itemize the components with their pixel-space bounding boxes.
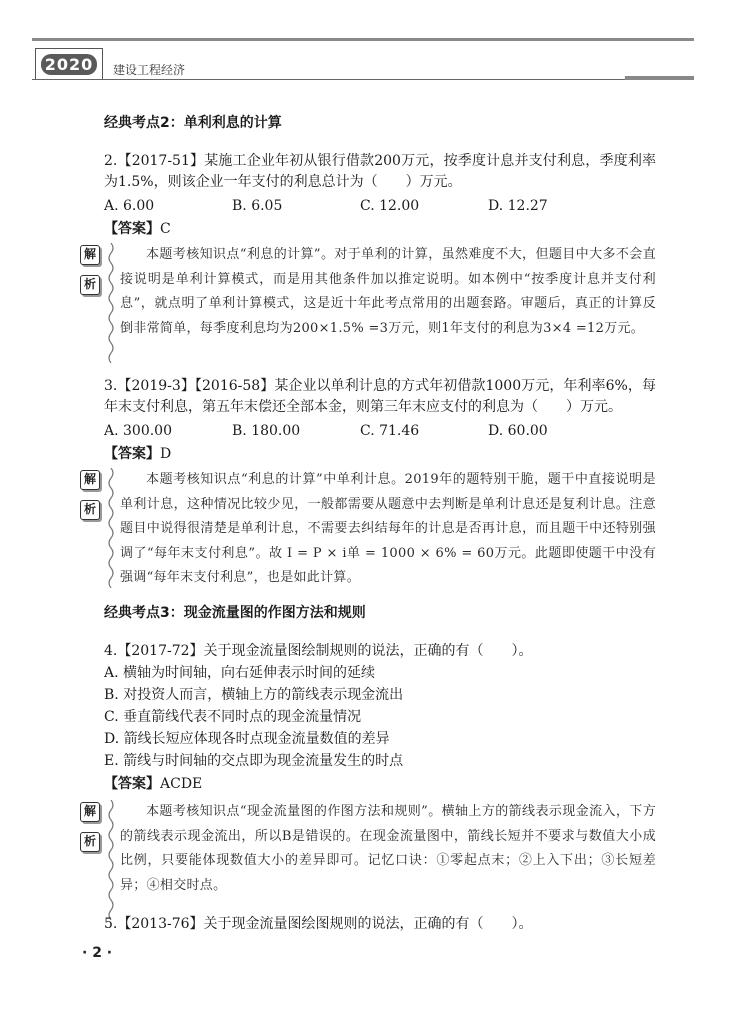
answer-label: 【答案】 — [104, 221, 160, 237]
option-d: D. 60.00 — [488, 423, 548, 439]
option-b: B. 对投资人而言，横轴上方的箭线表示现金流出 — [104, 687, 404, 703]
option-a: A. 横轴为时间轴，向右延伸表示时间的延续 — [104, 665, 376, 681]
question-5 — [104, 914, 656, 935]
jiexi-char-1: 解 — [80, 470, 100, 490]
explanation-4-text: 本题考核知识点“现金流量图的作图方法和规则”。横轴上方的箭线表示现金流入，下方的箭线表示现金流出，所以B是错误的。在现金流量图中，箭线长短并不要求与数值大小成比例，只要能体现数值大小的差异即可。记忆口诀：①零起点末；②上入下出；③长短差异；④相交时点。 — [120, 804, 656, 893]
jiexi-char-2: 析 — [80, 500, 100, 520]
jiexi-char-1: 解 — [80, 245, 100, 265]
question-3-options — [104, 420, 656, 442]
question-2-answer — [104, 217, 656, 241]
question-3 — [104, 376, 656, 466]
option-e: E. 箭线与时间轴的交点即为现金流量发生的时点 — [104, 753, 404, 769]
option-b: B. 180.00 — [232, 423, 301, 439]
question-4-answer — [104, 772, 656, 796]
question-4-text: 4.【2017-72】关于现金流量图绘制规则的说法，正确的有（ ）。 — [104, 643, 533, 659]
jiexi-char-1: 解 — [80, 802, 100, 822]
question-2 — [104, 151, 656, 241]
question-2-text: 2.【2017-51】某施工企业年初从银行借款200万元，按季度计息并支付利息，季度利率为1.5%，则该企业一年支付的利息总计为（ ）万元。 — [104, 153, 656, 190]
section-title-2: 经典考点2：单利利息的计算 — [104, 115, 282, 131]
wavy-divider — [106, 243, 116, 363]
explanation-3-text: 本题考核知识点“利息的计算”中单利计息。2019年的题特别干脆，题干中直接说明是单利计息，这种情况比较少见，一般都需要从题意中去判断是单利计息还是复利计息。注意题目中说得很清楚是单利计息，不需要去纠结每年的计息是否再计息，而且题干中还特别强调了“每年末支付利息”。故 I = P × i单 = 1000 × 6% = 60万元。此题即使题干中没有强调“每年末支付利息”，也是如此计算。 — [120, 472, 656, 585]
question-2-options — [104, 195, 656, 217]
option-c: C. 12.00 — [360, 198, 420, 214]
wavy-divider — [106, 468, 116, 588]
question-4 — [104, 641, 656, 796]
option-a: A. 6.00 — [104, 198, 155, 214]
explanation-3 — [80, 468, 656, 591]
header-book-title: 建设工程经济 — [113, 63, 186, 77]
header-top-line — [32, 38, 694, 41]
page-number: · 2 · — [82, 945, 113, 961]
question-3-answer — [104, 442, 656, 466]
explanation-2-text: 本题考核知识点“利息的计算”。对于单利的计算，虽然难度不大，但题目中大多不会直接说明是单利计算模式，而是用其他条件加以推定说明。如本例中“按季度计息并支付利息”，就点明了单利计算模式，这是近十年此考点常用的出题套路。审题后，真正的计算反倒非常简单，每季度利息均为200×1.5% =3万元，则1年支付的利息为3×4 =12万元。 — [120, 247, 656, 336]
answer-value: D — [160, 446, 172, 462]
question-5-text: 5.【2013-76】关于现金流量图绘图规则的说法，正确的有（ ）。 — [104, 916, 533, 932]
option-a: A. 300.00 — [104, 423, 172, 439]
option-c: C. 垂直箭线代表不同时点的现金流量情况 — [104, 709, 362, 725]
header-year-badge: 2020 — [41, 54, 97, 75]
answer-label: 【答案】 — [104, 776, 160, 792]
section-title-3: 经典考点3：现金流量图的作图方法和规则 — [104, 605, 366, 621]
jiexi-badge — [80, 802, 100, 862]
question-3-text: 3.【2019-3】【2016-58】某企业以单利计息的方式年初借款1000万元，年利率6%，每年末支付利息，第五年末偿还全部本金，则第三年末应支付的利息为（ ）万元。 — [104, 378, 656, 415]
option-d: D. 12.27 — [488, 198, 548, 214]
header-rule — [32, 79, 694, 80]
answer-value: ACDE — [160, 776, 203, 792]
answer-label: 【答案】 — [104, 446, 160, 462]
explanation-2 — [80, 243, 656, 341]
explanation-4 — [80, 800, 656, 898]
header-accent-bar — [625, 76, 694, 80]
wavy-divider — [106, 800, 116, 920]
jiexi-badge — [80, 245, 100, 305]
jiexi-char-2: 析 — [80, 275, 100, 295]
jiexi-badge — [80, 470, 100, 530]
answer-value: C — [160, 221, 171, 237]
option-d: D. 箭线长短应体现各时点现金流量数值的差异 — [104, 731, 390, 747]
jiexi-char-2: 析 — [80, 832, 100, 852]
option-c: C. 71.46 — [360, 423, 420, 439]
option-b: B. 6.05 — [232, 198, 283, 214]
